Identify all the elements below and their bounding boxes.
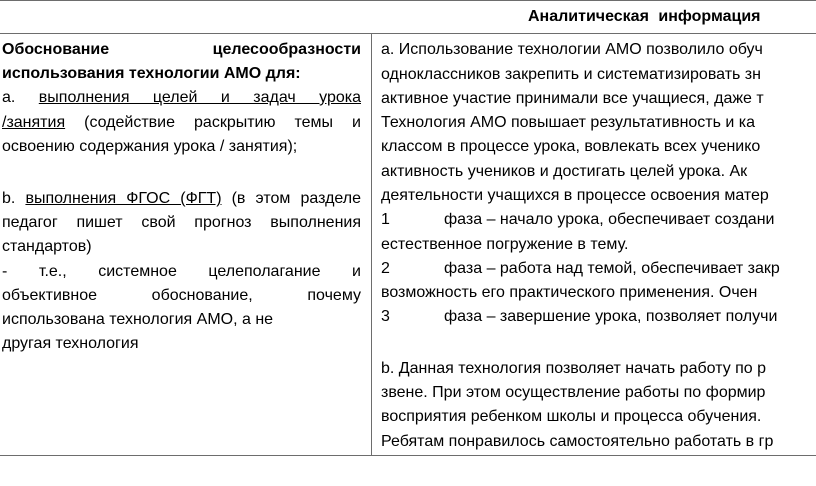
phase-2-text: фаза – работа над темой, обеспечивает закр bbox=[444, 260, 780, 277]
left-item-a-line-1 bbox=[2, 86, 361, 110]
left-item-c-line-3: использована технология АМО, а не bbox=[2, 311, 274, 328]
left-heading-line-1: Обоснование целесообразности bbox=[2, 41, 361, 58]
left-item-b-line-1 bbox=[2, 187, 361, 211]
left-item-b-fgos: выполнения ФГОС (ФГТ) bbox=[25, 190, 222, 207]
right-b-line: звене. При этом осуществление работы по формир bbox=[381, 384, 766, 401]
left-item-a-lesson: /занятия bbox=[2, 114, 66, 131]
right-line: Технология АМО повышает результативность и ка bbox=[381, 114, 756, 131]
table-header-title: Аналитическая информация bbox=[528, 8, 761, 25]
left-item-a-line-3: освоению содержания урока / занятия); bbox=[2, 138, 298, 155]
phase-2-continuation: возможность его практического применения. Очен bbox=[381, 284, 758, 301]
left-item-b-marker: b. bbox=[2, 190, 26, 207]
left-item-a-line-2 bbox=[2, 111, 361, 135]
phase-1-continuation: естественное погружение в тему. bbox=[381, 236, 629, 253]
column-divider bbox=[371, 34, 372, 455]
left-item-b-line-2: педагог пишет свой прогноз выполнения bbox=[2, 214, 361, 231]
table-bottom-border bbox=[0, 455, 816, 456]
left-heading-line-2: использования технологии АМО для: bbox=[2, 65, 301, 82]
left-item-b-text: (в этом разделе bbox=[221, 190, 361, 207]
left-item-a-text: (содействие раскрытию темы и bbox=[65, 114, 361, 131]
phase-1-number: 1 bbox=[381, 211, 390, 228]
left-item-c-line-2: объективное обоснование, почему bbox=[2, 287, 361, 304]
phase-1-text: фаза – начало урока, обеспечивает создани bbox=[444, 211, 775, 228]
right-line: активное участие принимали все учащиеся, даже т bbox=[381, 90, 764, 107]
left-item-c-line-1: - т.е., системное целеполагание и bbox=[2, 263, 361, 280]
left-item-a-marker: a. bbox=[2, 89, 39, 106]
table-header-row bbox=[0, 0, 816, 34]
right-line: деятельности учащихся в процессе освоения матер bbox=[381, 187, 769, 204]
phase-3-number: 3 bbox=[381, 308, 390, 325]
right-line: одноклассников закрепить и систематизировать зн bbox=[381, 66, 761, 83]
phase-2-number: 2 bbox=[381, 260, 390, 277]
right-line: a. Использование технологии АМО позволило обуч bbox=[381, 41, 763, 58]
left-item-c-line-4: другая технология bbox=[2, 335, 139, 352]
right-b-line: восприятия ребенком школы и процесса обучения. bbox=[381, 408, 762, 425]
right-b-line: Ребятам понравилось самостоятельно работать в гр bbox=[381, 433, 774, 450]
phase-3-text: фаза – завершение урока, позволяет получи bbox=[444, 308, 778, 325]
right-b-line: b. Данная технология позволяет начать работу по р bbox=[381, 360, 767, 377]
right-line: классом в процессе урока, вовлекать всех ученико bbox=[381, 138, 761, 155]
left-item-a-goal: выполнения целей и задач урока bbox=[38, 89, 361, 106]
left-item-b-line-3: стандартов) bbox=[2, 238, 92, 255]
right-line: активность учеников и достигать целей урока. Ак bbox=[381, 163, 748, 180]
